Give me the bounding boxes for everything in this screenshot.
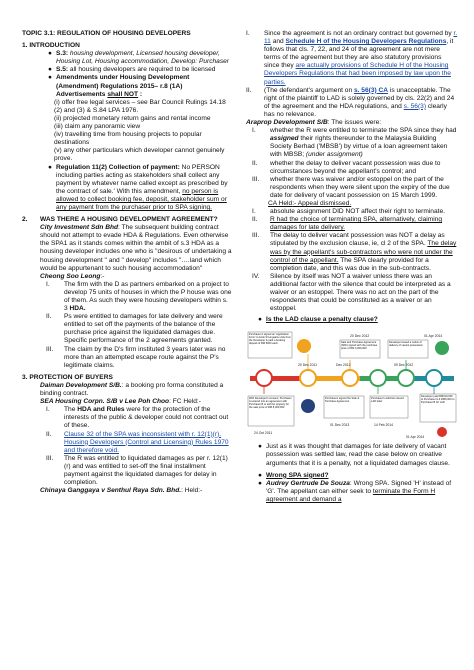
amendment-item: (iii) claim any panoramic view: [54, 123, 141, 131]
holding-item: II. Ps were entitled to damages for late delivery and were entitled to set off the payments of the balance of the purchase price against the liquidated damages due. Specific performance of the 2 agreements granted.: [46, 313, 223, 345]
holding-item: III. The claim by the D's firm instituted 3 years later was no more than an attempted escape route against the P's legitimate claims.: [46, 345, 226, 369]
timeline-date: 20 Dec 2012: [350, 334, 370, 339]
milestone-icon: [370, 370, 386, 386]
holding-item: II. (The defendant's argument on s. 56(3) CA is unacceptable. The right of the plaintiff to LAD is solely governed by cls. 22(2) and 24 of the agreement and the HDA regulations, and s. 56(3) clearly has no relevance.: [246, 86, 455, 118]
timeline-date: 24 Oct 2011: [254, 431, 273, 436]
amendment-item: (iv) travelling time from housing projects to popular destinations: [54, 131, 202, 147]
cheong-holdings: [22, 281, 232, 370]
holding-item: II. R had the choice of terminating SPA, alternatively, claiming damages for late delivery.: [252, 216, 443, 232]
left-column: [22, 30, 232, 495]
amendment-item: (v) any other particulars which developer cannot genuinely prove.: [54, 147, 225, 163]
section-3-heading: 3. PROTECTION OF BUYERS: [22, 373, 113, 381]
intro-heading: 1. INTRODUCTION: [22, 42, 80, 50]
house-icon: [435, 341, 449, 355]
milestone-icon: [342, 370, 358, 386]
timeline-caption: Purchaser A signed an 'Application Form' to book 9 bungalow units from the Developer & paid a booking deposit of RM 5000 each.: [249, 333, 291, 346]
timeline-caption: Developer issued a notice of delivery of vacant possession: [389, 341, 423, 348]
case-city-investment: City Investment Sdn Bhd: The subsequent building contract should not attempt to evade HDA & Regulations. Even otherwise the SPA1 as it stands comes within the ambit of s.3 HDA as a housing developer includes one who is "desirous of undertaking a housing development " and " develop" includes "….land which would be appurtenant to such housing accommodation": [40, 224, 232, 272]
amendment-list: [22, 99, 232, 164]
list-item: ● Wrong SPA signed?: [246, 472, 458, 480]
list-item: ● Amendments under Housing Development (Amendment) Regulations 2015– r.8 (1A) Advertisements shall NOT :: [22, 74, 232, 98]
timeline-date: Dec 2013: [336, 363, 351, 368]
sea-holdings: [22, 406, 232, 487]
timeline-date: 01 Apr 2014: [424, 334, 443, 339]
timeline-caption: Developer paid RM619,000 to Purchaser A & RM6,000 to Purchaser B for LAD: [421, 395, 455, 405]
list-item: ● S.5: all housing developers are required to be licensed: [22, 66, 232, 74]
holding-item: III. The R was entitled to liquidated damages as per r. 12(1)(r) and was entitled to set-off the final installment payment against the liquidated damages for delay in completion.: [46, 454, 228, 487]
case-daiman: Daiman Development S/B.: a booking pro forma constituted a binding contract.: [40, 381, 224, 398]
bullet-icon: ●: [258, 479, 262, 487]
list-item: ● Audrey Gertrude De Souza: Wrong SPA. Signed 'H' instead of 'G'. The appellant can either seek to terminate the Form H agreement and demand a: [246, 480, 458, 504]
case-sea-housing: SEA Housing Corpn. S/B v Lee Poh Choo: FC Held:-: [40, 398, 201, 406]
holding-item: I. absolute assignment DID NOT affect their right to terminate.: [252, 208, 445, 216]
money-icon: [437, 427, 447, 437]
timeline-date: 09 Dec 2012: [394, 363, 414, 368]
issue-item: II. whether the delay to deliver vacant possession was due to circumstances beyond the appellant's control; and: [252, 159, 441, 175]
milestone-icon: [426, 370, 442, 386]
timeline-date: 14 Feb 2014: [374, 423, 394, 428]
case-chinaya: Chinaya Ganggaya v Senthul Raya Sdn. Bhd.: Held:-: [40, 487, 203, 495]
bullet-icon: ●: [258, 443, 262, 451]
lad-timeline-infographic: [246, 328, 458, 440]
milestone-icon: [256, 370, 272, 386]
holding-item: I. The HDA and Rules were for the protection of the interests of the public & developer could not contract out of these.: [46, 406, 229, 430]
bullet-icon: ●: [48, 74, 52, 82]
milestone-icon: [398, 370, 414, 386]
issue-item: I. whether the R were entitled to terminate the SPA since they had assigned their rights thereunder to the Malaysia Building Society Berhad ('MBSB') by virtue of a loan agreement taken with MBSB; (under assignment): [252, 127, 457, 159]
timeline-caption: Sale and Purchase Agreement (SPA) signed with the purchase price of RM 4,000,000: [341, 341, 378, 351]
issue-item: III. whether there was waiver and/or estoppel on the part of the respondents when they were silent upon the expiry of the due date for delivery of vacant possession on 15 March 1999.: [252, 175, 450, 199]
bullet-icon: ●: [258, 316, 262, 324]
house-icon: [297, 339, 311, 353]
holding-item: I. Since the agreement is not an ordinary contract but governed by r. 11 and Schedule H of the Housing Developers Regulations, it follows that cls. 7, 22, and 24 of the agreement are not mere terms of the agreement but they are also statutory provisions since they are actually provisions of Schedule H of the Housing Developers Regulations that had been imposed by law upon the parties.: [246, 30, 458, 86]
amendment-item: (ii) projected monetary return gains and rental income: [54, 114, 211, 122]
holding-item: IV. Silence by itself was NOT a waiver unless there was an additional factor with the silence that could be interpreted as a waiver or an estoppel. There was no act on the part of the respondents that could be constituted as a waiver or an estoppel.: [252, 272, 451, 313]
timeline-date: 01 Apr 2014: [406, 435, 425, 440]
timeline-caption: With Developer's consent, Purchaser A entered into an agreement with Purchaser B to sell the property for the sale price of RM 8,400,000: [249, 397, 292, 410]
section-2-heading: 2. WAS THERE A HOUSING DEVELOPMENT AGREEMENT?: [22, 216, 218, 224]
bullet-icon: ●: [258, 471, 262, 479]
milestone-icon: [300, 370, 316, 386]
case-araprop: Araprop Development S/B: The issues were:: [246, 119, 382, 127]
list-item: ● S.3: housing development, Licensed housing developer, Housing Lot, Housing accommodation, Develop: Purchaser: [22, 50, 232, 66]
araprop-issues: [246, 127, 458, 200]
holding-item: III. The delay to deliver vacant possession was NOT a delay as stipulated by the exclusion clause, ie, cl 2 of the SPA. The delay was by the appellant's sub-contractors who were not under the control of the appellant. The SPA clearly provided for a completion date, and this was due in the sub-contracts.: [252, 232, 457, 272]
case-cheong: Cheong Soo Leong:-: [40, 272, 105, 280]
bullet-icon: ●: [48, 50, 52, 58]
list-item: ● Regulation 11(2) Collection of payment: No PERSON including parties acting as stakeholders shall collect any payment by whatever name called except as prescribed by the contract of sale.' With this amendment, no person is allowed to collect booking fee, deposit, stakeholder sum or any payment from the purchaser prior to SPA signing.: [22, 164, 232, 213]
bullet-icon: ●: [48, 66, 52, 74]
list-item: ● Just as it was thought that damages for late delivery of vacant possession was settled law, read the case below on creative arguments that it is a penalty, not a liquidated damages clause.: [246, 443, 458, 467]
timeline-date: 20 Dec 2011: [298, 363, 317, 368]
timeline-graphic: [246, 328, 458, 440]
bullet-icon: ●: [48, 163, 52, 171]
holding-item: II. Clause 32 of the SPA was inconsistent with r. 12(1)(r). Housing Developers (Control and Licensing) Rules 1970 and therefore void.: [46, 430, 229, 454]
people-icon: [301, 399, 315, 413]
topic-title: TOPIC 3.1: REGULATION OF HOUSING DEVELOPERS: [22, 30, 191, 37]
holding-item: I. The firm with the D as partners embarked on a project to develop 75 units of houses in which the P house was one of them. As such they were housing developers within s. 3 HDA.: [46, 280, 232, 313]
amendment-item: (i) offer free legal services – see Bar Council Rulings 14.18 (2) and (3) & S.84 LPA 1976.: [54, 98, 226, 114]
timeline-date: 01 Dec 2013: [330, 423, 350, 428]
right-column: [246, 30, 458, 504]
lad-question: ● Is the LAD clause a penalty clause?: [246, 316, 458, 324]
timeline-caption: Purchasers signed the Sale & Purchase Agreement: [325, 397, 360, 404]
ca-holdings: [246, 208, 458, 313]
ca-held: CA Held:- Appeal dismissed.: [268, 199, 352, 207]
timeline-caption: Purchaser's solicitors issued LAD letter: [371, 397, 404, 404]
